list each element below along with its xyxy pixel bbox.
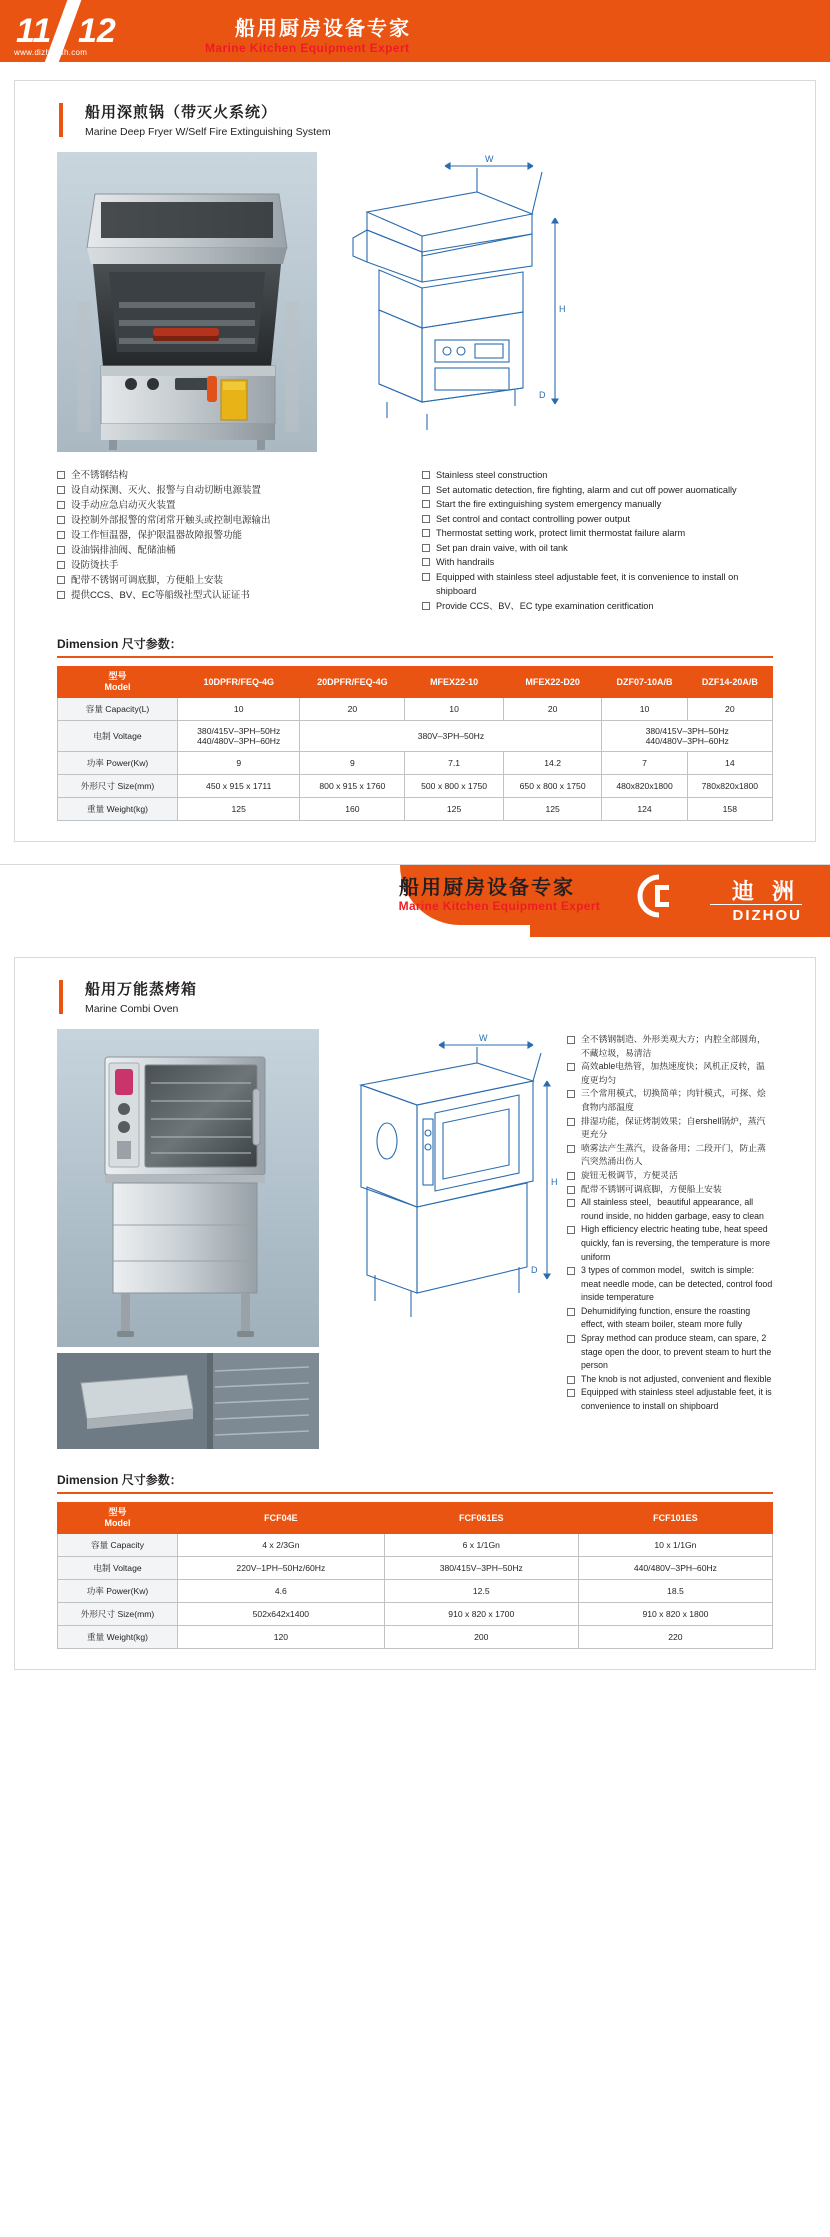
column-header-model-1: 10DPFR/FEQ-4G	[178, 667, 300, 698]
row-label: 功率 Power(Kw)	[58, 752, 178, 775]
table-row	[58, 775, 773, 798]
row-label: 外形尺寸 Size(mm)	[58, 1603, 178, 1626]
cell: 14	[687, 752, 772, 775]
table-row	[58, 698, 773, 721]
column-header-model-4: MFEX22-D20	[503, 667, 602, 698]
cell: 380/415V–3PH–50Hz	[384, 1557, 578, 1580]
product-photo-combi-oven	[57, 1029, 319, 1347]
cell: 125	[503, 798, 602, 821]
product-title-en: Marine Deep Fryer W/Self Fire Extinguishing System	[85, 126, 331, 138]
product-line-drawing-deep-fryer	[327, 152, 572, 452]
feature-item: 高效able电热管，加热速度快；风机正反转，温度更均匀	[567, 1060, 773, 1087]
page2-content-frame	[14, 957, 816, 1670]
cell: 910 x 820 x 1800	[578, 1603, 772, 1626]
header-title-en: Marine Kitchen Equipment Expert	[205, 41, 410, 55]
page1-content-frame	[14, 80, 816, 842]
feature-item: 配带不锈钢可调底脚，方便船上安装	[567, 1183, 773, 1197]
product-title-cn: 船用深煎锅（带灭火系统）	[85, 104, 278, 121]
cell: 10	[178, 698, 300, 721]
page1-header	[0, 0, 830, 80]
row-label: 重量 Weight(kg)	[58, 1626, 178, 1649]
combi-oven-photo-graphic	[57, 1029, 319, 1347]
feature-item: 排湿功能，保证烤制效果；自ershell锅炉，蒸汽更充分	[567, 1115, 773, 1142]
table-row	[58, 1626, 773, 1649]
cell: 20	[503, 698, 602, 721]
cell: 20	[687, 698, 772, 721]
page2-header	[0, 865, 830, 957]
cell-voltage-c: 380/415V–3PH–50Hz 440/480V–3PH–60Hz	[602, 721, 773, 752]
cell: 9	[300, 752, 405, 775]
table-row	[58, 1557, 773, 1580]
cell: 10	[405, 698, 504, 721]
features-section-page2	[567, 1029, 773, 1449]
column-header-model-en: Model	[104, 1518, 131, 1528]
column-header-model-3: MFEX22-10	[405, 667, 504, 698]
dimension-underline	[57, 656, 773, 658]
table-row	[58, 1603, 773, 1626]
feature-item: 三个常用模式，切换简单；肉针模式，可探、烩食物内部温度	[567, 1087, 773, 1114]
table-header-row	[58, 1503, 773, 1534]
cell: 220V–1PH–50Hz/60Hz	[178, 1557, 385, 1580]
feature-item: Set control and contact controlling power output	[422, 512, 773, 527]
table-row	[58, 1580, 773, 1603]
cell: 124	[602, 798, 687, 821]
logo-text-cn: 迪 洲	[731, 879, 800, 904]
product-title-en: Marine Combi Oven	[85, 1003, 179, 1015]
dimension-underline	[57, 1492, 773, 1494]
feature-item: 配带不锈钢可调底脚，方便船上安装	[57, 573, 408, 588]
page-number-left: 11	[16, 12, 52, 50]
column-header-model	[58, 1503, 178, 1534]
product-media-row	[57, 1029, 773, 1449]
page-1	[0, 0, 830, 865]
column-header-model-cn: 型号	[108, 1507, 127, 1517]
dimension-label-en: Dimension	[57, 1473, 119, 1487]
title-accent-bar	[59, 980, 63, 1014]
cell: 158	[687, 798, 772, 821]
dimension-label-en: Dimension	[57, 637, 119, 651]
deep-fryer-photo-graphic	[57, 152, 317, 452]
feature-item: 全不锈钢结构	[57, 468, 408, 483]
dimension-heading-page1	[57, 635, 773, 652]
row-label: 功率 Power(Kw)	[58, 1580, 178, 1603]
feature-item: 设控制外部报警的常闭常开触头或控制电源输出	[57, 513, 408, 528]
column-header-model-5: DZF07-10A/B	[602, 667, 687, 698]
cell: 120	[178, 1626, 385, 1649]
column-header-model-1: FCF04E	[178, 1503, 385, 1534]
row-label: 容量 Capacity(L)	[58, 698, 178, 721]
header-title-cn: 船用厨房设备专家	[235, 18, 411, 40]
cell: 450 x 915 x 1711	[178, 775, 300, 798]
header-title-en: Marine Kitchen Equipment Expert	[398, 899, 600, 913]
feature-item: 设工作恒温器，保护限温器故障报警功能	[57, 528, 408, 543]
feature-item: Stainless steel construction	[422, 468, 773, 483]
cell: 7.1	[405, 752, 504, 775]
product-detail-photo-tray	[57, 1353, 319, 1449]
product-photos-column	[57, 1029, 319, 1449]
svg-text:D: D	[539, 390, 546, 400]
cell: 200	[384, 1626, 578, 1649]
logo-divider-line	[710, 904, 802, 905]
table-row	[58, 798, 773, 821]
cell: 500 x 800 x 1750	[405, 775, 504, 798]
feature-item: 设手动应急启动灭火装置	[57, 498, 408, 513]
cell: 12.5	[384, 1580, 578, 1603]
dimension-label-cn: 尺寸参数：	[121, 1473, 182, 1487]
column-header-model-en: Model	[104, 682, 131, 692]
feature-item: 旋钮无极调节，方便灵活	[567, 1169, 773, 1183]
row-label: 电制 Voltage	[58, 1557, 178, 1580]
table-row	[58, 721, 773, 752]
feature-item: With handrails	[422, 555, 773, 570]
feature-item: 设油锅排油阀、配储油桶	[57, 543, 408, 558]
cell: 7	[602, 752, 687, 775]
cell: 6 x 1/1Gn	[384, 1534, 578, 1557]
cell: 780x820x1800	[687, 775, 772, 798]
feature-item: Set pan drain vaive, with oil tank	[422, 541, 773, 556]
feature-item: Equipped with stainless steel adjustable feet, it is convenience to install on shipboard	[422, 570, 773, 599]
combi-oven-drawing-graphic	[327, 1029, 559, 1347]
column-header-model-3: FCF101ES	[578, 1503, 772, 1534]
cell: 160	[300, 798, 405, 821]
feature-item: Dehumidifying function, ensure the roasting effect, with steam boiler, steam more fully	[567, 1305, 773, 1332]
feature-item: Equipped with stainless steel adjustable feet, it is convenience to install on shipboard	[567, 1386, 773, 1413]
row-label: 电制 Voltage	[58, 721, 178, 752]
cell-voltage-a: 380/415V–3PH–50Hz 440/480V–3PH–60Hz	[178, 721, 300, 752]
feature-item: Provide CCS、BV、EC type examination ceritfication	[422, 599, 773, 614]
feature-item: 设防烫扶手	[57, 558, 408, 573]
dimension-table-page2	[57, 1502, 773, 1649]
dimension-heading-page2	[57, 1471, 773, 1488]
cell: 440/480V–3PH–60Hz	[578, 1557, 772, 1580]
dimension-label-cn: 尺寸参数：	[121, 637, 182, 651]
cell: 9	[178, 752, 300, 775]
product-title-combi-oven	[59, 978, 799, 1015]
cell: 4 x 2/3Gn	[178, 1534, 385, 1557]
column-header-model-6: DZF14-20A/B	[687, 667, 772, 698]
cell: 800 x 915 x 1760	[300, 775, 405, 798]
row-label: 重量 Weight(kg)	[58, 798, 178, 821]
feature-item: 设自动探测、灭火、报警与自动切断电源装置	[57, 483, 408, 498]
cell: 18.5	[578, 1580, 772, 1603]
feature-item: 3 types of common model，switch is simple: meat needle mode, can be detected, control food inside temperature	[567, 1264, 773, 1305]
row-label: 外形尺寸 Size(mm)	[58, 775, 178, 798]
dizhou-logo-icon	[629, 873, 675, 919]
header-title-cn: 船用厨房设备专家	[399, 877, 575, 899]
deep-fryer-drawing-graphic	[327, 152, 572, 452]
feature-item: Set automatic detection, fire fighting, alarm and cut off power auomatically	[422, 483, 773, 498]
cell: 502x642x1400	[178, 1603, 385, 1626]
feature-item: High efficiency electric heating tube, heat speed quickly, fan is reversing, the temperature is more uniform	[567, 1223, 773, 1264]
feature-item: 全不锈钢制造、外形美观大方；内腔全部圆角，不藏垃圾，易清洁	[567, 1033, 773, 1060]
title-accent-bar	[59, 103, 63, 137]
cell: 20	[300, 698, 405, 721]
cell: 480x820x1800	[602, 775, 687, 798]
page-number-right: 12	[78, 12, 116, 50]
row-label: 容量 Capacity	[58, 1534, 178, 1557]
features-cn-column	[57, 468, 408, 613]
feature-item: Thermostat setting work, protect limit thermostat failure alarm	[422, 526, 773, 541]
cell: 125	[178, 798, 300, 821]
page-2	[0, 865, 830, 1670]
column-header-model-cn: 型号	[108, 671, 127, 681]
cell: 220	[578, 1626, 772, 1649]
dimension-table-page1	[57, 666, 773, 821]
svg-text:H: H	[559, 304, 566, 314]
website-url: www.dizhoush.com	[14, 48, 88, 57]
product-title-cn: 船用万能蒸烤箱	[85, 981, 198, 998]
table-row	[58, 752, 773, 775]
cell: 650 x 800 x 1750	[503, 775, 602, 798]
oven-tray-detail-graphic	[57, 1353, 319, 1449]
svg-text:H: H	[551, 1177, 558, 1187]
cell: 14.2	[503, 752, 602, 775]
product-image-row	[57, 152, 773, 452]
column-header-model	[58, 667, 178, 698]
feature-item: All stainless steel，beautiful appearance, all round inside, no hidden garbage, easy to clean	[567, 1196, 773, 1223]
product-title-deep-fryer	[59, 101, 799, 138]
feature-item: The knob is not adjusted, convenient and flexible	[567, 1373, 773, 1387]
svg-text:D: D	[531, 1265, 538, 1275]
cell: 4.6	[178, 1580, 385, 1603]
features-en-column	[422, 468, 773, 613]
svg-text:W: W	[485, 154, 494, 164]
table-header-row	[58, 667, 773, 698]
feature-item: Start the fire extinguishing system emergency manually	[422, 497, 773, 512]
product-photo-deep-fryer	[57, 152, 317, 452]
cell: 125	[405, 798, 504, 821]
column-header-model-2: FCF061ES	[384, 1503, 578, 1534]
column-header-model-2: 20DPFR/FEQ-4G	[300, 667, 405, 698]
logo-text-en: DIZHOU	[732, 907, 802, 924]
cell: 910 x 820 x 1700	[384, 1603, 578, 1626]
cell-voltage-b: 380V–3PH–50Hz	[300, 721, 602, 752]
feature-item: 喷雾法产生蒸汽，设备备用；二段开门，防止蒸汽突然涌出伤人	[567, 1142, 773, 1169]
table-row	[58, 1534, 773, 1557]
cell: 10 x 1/1Gn	[578, 1534, 772, 1557]
features-section-page1	[57, 468, 773, 613]
feature-item: 提供CCS、BV、EC等船级社型式认证证书	[57, 588, 408, 603]
product-line-drawing-combi-oven	[327, 1029, 559, 1347]
cell: 10	[602, 698, 687, 721]
feature-item: Spray method can produce steam, can spare, 2 stage open the door, to prevent steam to hurt the person	[567, 1332, 773, 1373]
svg-text:W: W	[479, 1033, 488, 1043]
